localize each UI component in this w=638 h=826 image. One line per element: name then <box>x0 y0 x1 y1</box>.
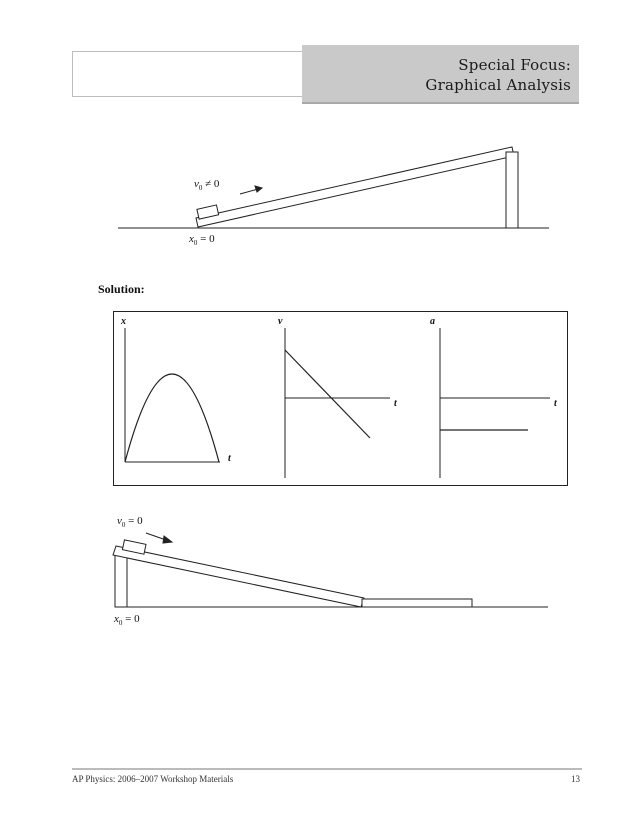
graph-a-x-axis-label: t <box>554 398 557 409</box>
top-v-relation: ≠ 0 <box>202 178 220 190</box>
section-title-line2: Graphical Analysis <box>425 76 571 94</box>
solution-frame <box>113 311 568 486</box>
footer-source: AP Physics: 2006–2007 Workshop Materials <box>72 774 234 784</box>
bottom-ramp-plank <box>113 546 364 607</box>
bottom-v-subscript: 0 <box>121 521 126 530</box>
graph-a-y-axis-label: a <box>430 316 435 327</box>
top-v-subscript: 0 <box>198 184 203 193</box>
bottom-v-relation: = 0 <box>125 515 143 527</box>
top-arrowhead <box>255 186 262 192</box>
bottom-velocity-arrow <box>146 533 166 540</box>
top-ramp-post <box>506 152 518 228</box>
top-v-symbol: v <box>194 178 199 190</box>
top-ramp-plank <box>196 147 514 227</box>
bottom-initial-velocity-label <box>117 515 143 529</box>
top-initial-velocity-label <box>194 178 219 192</box>
graph-v-y-axis-label: v <box>278 316 283 327</box>
top-incline-figure <box>118 147 549 228</box>
bottom-x-subscript: 0 <box>118 619 123 628</box>
top-initial-position-label <box>189 233 215 247</box>
bottom-flat-board <box>362 599 472 607</box>
bottom-x-symbol: x <box>114 613 119 625</box>
bottom-x-relation: = 0 <box>122 613 140 625</box>
graph-v-x-axis-label: t <box>394 398 397 409</box>
graph-x-y-axis-label: x <box>121 316 126 327</box>
bottom-ramp-post <box>115 552 127 607</box>
bottom-initial-position-label <box>114 613 140 627</box>
graph-x-x-axis-label: t <box>228 453 231 464</box>
section-title-line1: Special Focus: <box>458 56 571 74</box>
footer-rule <box>72 768 582 770</box>
top-x-subscript: 0 <box>193 239 198 248</box>
bottom-incline-figure <box>113 533 548 607</box>
top-x-symbol: x <box>189 233 194 245</box>
bottom-v-symbol: v <box>117 515 122 527</box>
bottom-arrowhead <box>163 536 172 543</box>
top-x-relation: = 0 <box>197 233 215 245</box>
page-number: 13 <box>571 774 580 784</box>
solution-label: Solution: <box>98 282 145 296</box>
